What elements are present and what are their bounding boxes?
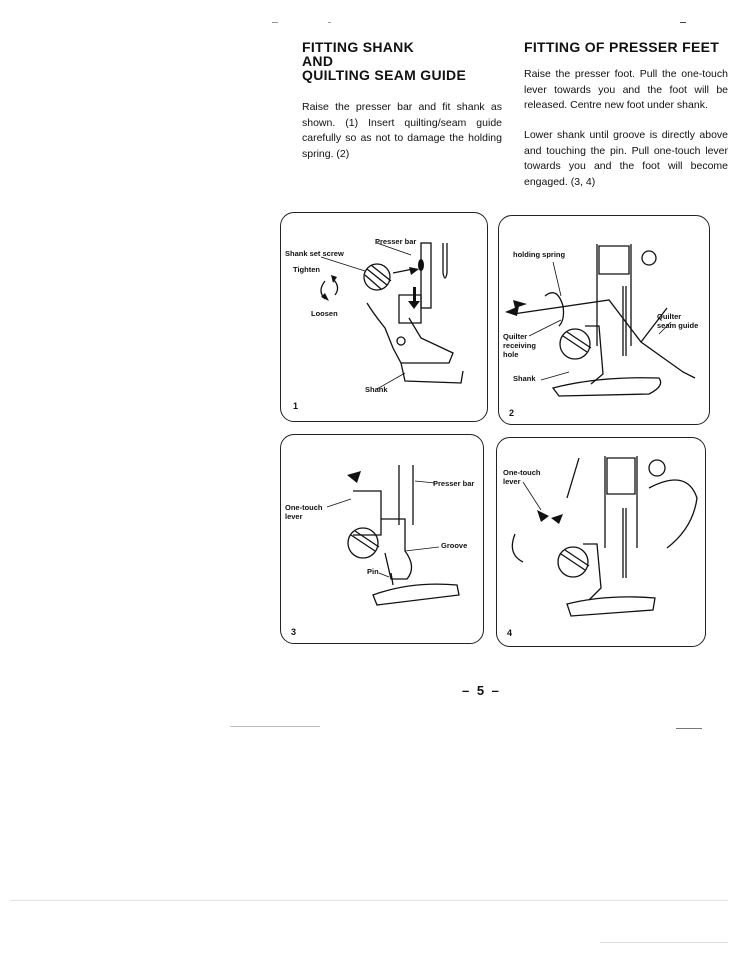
fig2-quilter-seam-guide-label: Quilter seam guide — [657, 312, 699, 330]
scan-speck — [680, 22, 686, 23]
scan-speck — [328, 22, 331, 23]
fig3-one-touch-lever-label: One-touch lever — [285, 503, 323, 521]
fig4-one-touch-lever-label: One-touch lever — [503, 468, 541, 486]
fig1-tighten-label: Tighten — [293, 265, 320, 274]
left-heading-line3: QUILTING SEAM GUIDE — [302, 67, 467, 83]
scan-speck — [230, 726, 320, 727]
figure-3-illustration — [281, 435, 484, 644]
right-body-text-1: Raise the presser foot. Pull the one-touch lever towards you and the foot will be released. Centre new foot under shank. — [524, 68, 728, 111]
left-heading-line1: FITTING SHANK — [302, 39, 415, 55]
fig1-loosen-label: Loosen — [311, 309, 338, 318]
figure-2-panel — [498, 215, 710, 425]
scan-speck — [676, 728, 702, 729]
right-body-text-2: Lower shank until groove is directly above and touching the pin. Pull one-touch lever towards you and the foot will become engaged. (3, 4) — [524, 129, 728, 188]
figure-1-panel — [280, 212, 488, 422]
fig2-quilter-receiving-hole-label: Quilter receiving hole — [503, 332, 536, 359]
scan-speck — [600, 942, 728, 943]
figure-4-panel — [496, 437, 706, 647]
scan-speck — [272, 22, 278, 23]
left-heading-line2: AND — [302, 53, 334, 69]
fig2-holding-spring-label: holding spring — [513, 250, 566, 259]
fig3-pin-label: Pin — [367, 567, 379, 576]
fig2-shank-label: Shank — [513, 374, 536, 383]
page-number: – 5 – — [462, 683, 501, 698]
left-body-text: Raise the presser bar and fit shank as shown. (1) Insert quilting/seam guide carefully so as not to damage the holding spring. (2) — [302, 101, 502, 160]
fig1-shank-set-screw-label: Shank set screw — [285, 249, 344, 258]
fig4-number: 4 — [507, 628, 513, 638]
fig3-groove-label: Groove — [441, 541, 468, 550]
fig2-number: 2 — [509, 408, 515, 418]
fig3-number: 3 — [291, 627, 297, 637]
left-heading — [302, 40, 502, 82]
fig3-presser-bar-label: Presser bar — [433, 479, 475, 488]
right-heading: FITTING OF PRESSER FEET — [524, 39, 720, 55]
fig1-shank-label: Shank — [365, 385, 388, 394]
scan-speck — [10, 900, 728, 901]
fig1-presser-bar-label: Presser bar — [375, 237, 417, 246]
figure-3-panel — [280, 434, 484, 644]
fig1-number: 1 — [293, 401, 299, 411]
